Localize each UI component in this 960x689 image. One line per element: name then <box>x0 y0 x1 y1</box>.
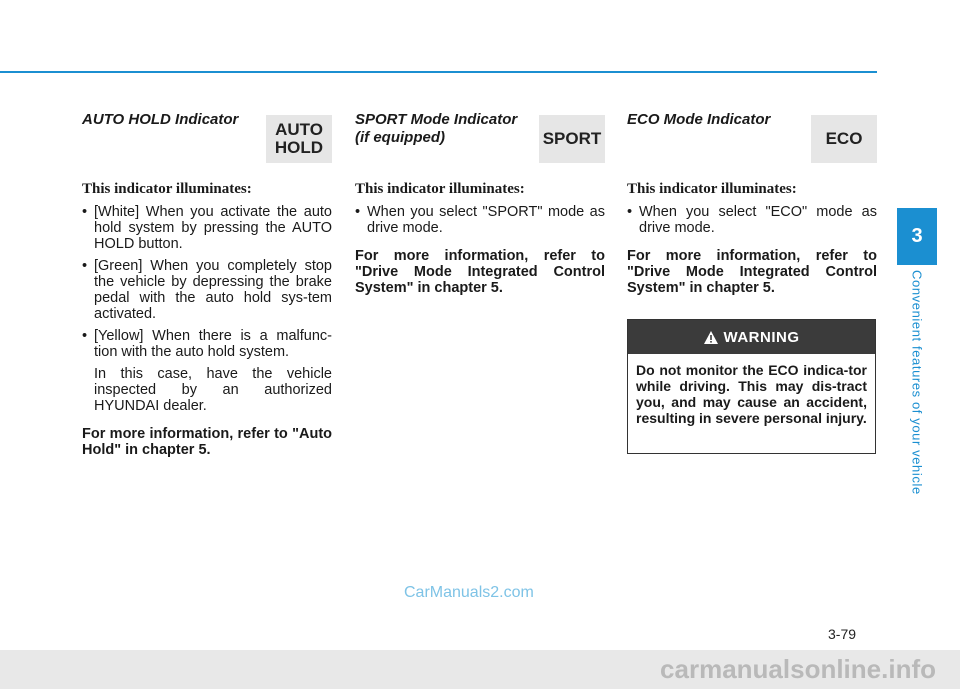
footer-bar <box>0 650 960 689</box>
section-title: ECO Mode Indicator <box>627 111 771 128</box>
warning-text: Do not monitor the ECO indica-tor while driving. This may dis-tract you, and may cause an accident, resulting in severe personal injury. <box>636 362 867 426</box>
intro-text: This indicator illuminates: <box>82 181 252 197</box>
section-title: AUTO HOLD Indicator <box>82 111 239 128</box>
more-info-text: For more information, refer to "Auto Hold" in chapter 5. <box>82 426 332 458</box>
sub-paragraph: In this case, have the vehicle inspected by an authorized HYUNDAI dealer. <box>94 366 332 414</box>
section-header <box>355 111 605 169</box>
footer-watermark: carmanualsonline.info <box>660 654 936 684</box>
list-item: • [Yellow] When there is a malfunc-tion with the auto hold system. <box>82 328 332 360</box>
bullet-list <box>627 204 877 236</box>
column-auto-hold <box>82 108 332 458</box>
chapter-title: Convenient features of your vehicle <box>909 270 925 495</box>
warning-heading: WARNING <box>723 328 800 346</box>
intro-text: This indicator illuminates: <box>355 181 525 197</box>
auto-hold-indicator-icon: AUTO HOLD <box>266 115 332 163</box>
bullet-list <box>355 204 605 236</box>
warning-header <box>628 320 875 354</box>
sport-indicator-icon: SPORT <box>539 115 605 163</box>
section-header <box>82 111 332 169</box>
warning-triangle-icon <box>704 331 718 344</box>
more-info-text: For more information, refer to "Drive Mode Integrated Control System" in chapter 5. <box>627 248 877 296</box>
page-number: 3-79 <box>828 626 857 642</box>
list-item: • [Green] When you completely stop the vehicle by depressing the brake pedal with the auto hold sys-tem activated. <box>82 258 332 322</box>
warning-box <box>627 319 876 454</box>
bullet-list <box>82 204 332 360</box>
column-eco-mode <box>627 108 877 296</box>
more-info-text: For more information, refer to "Drive Mode Integrated Control System" in chapter 5. <box>355 248 605 296</box>
watermark-link[interactable]: CarManuals2.com <box>404 584 534 601</box>
intro-text: This indicator illuminates: <box>627 181 797 197</box>
section-title: SPORT Mode Indicator (if equipped) <box>355 111 518 146</box>
list-item: • When you select "SPORT" mode as drive mode. <box>355 204 605 236</box>
eco-indicator-icon: ECO <box>811 115 877 163</box>
section-header <box>627 111 877 169</box>
header-rule <box>0 71 877 73</box>
list-item: • When you select "ECO" mode as drive mode. <box>627 204 877 236</box>
column-sport-mode <box>355 108 605 296</box>
list-item: • [White] When you activate the auto hold system by pressing the AUTO HOLD button. <box>82 204 332 252</box>
chapter-tab: 3 <box>897 208 937 265</box>
